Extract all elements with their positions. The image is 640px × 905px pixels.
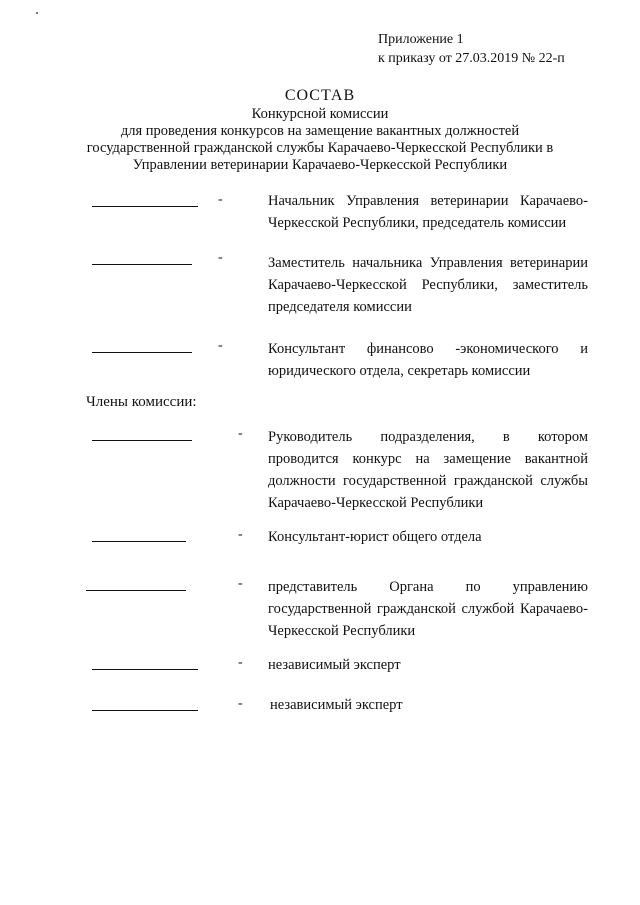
name-blank-line: [92, 541, 186, 542]
appendix-line-1: Приложение 1: [378, 32, 464, 47]
members-heading: Члены комиссии:: [86, 394, 197, 410]
entry-dash: -: [238, 696, 243, 711]
entry-dash: -: [218, 338, 223, 353]
name-blank-line: [92, 264, 192, 265]
scan-speck: [36, 12, 38, 14]
role-independent-expert: независимый эксперт: [268, 657, 401, 673]
subtitle-line-2: для проведения конкурсов на замещение вакантных должностей: [120, 123, 520, 139]
name-blank-line: [92, 206, 198, 207]
entry-dash: -: [218, 192, 223, 207]
subtitle-line-1: Конкурсной комиссии: [251, 106, 389, 122]
name-blank-line: [92, 352, 192, 353]
name-blank-line: [92, 669, 198, 670]
document-header: [40, 86, 600, 174]
name-blank-line: [86, 590, 186, 591]
name-blank-line: [92, 710, 198, 711]
subtitle-line-3: государственной гражданской службы Карачаево-Черкесской Республики в: [86, 140, 554, 156]
role-legal-consultant: Консультант-юрист общего отдела: [268, 529, 482, 545]
document-title: СОСТАВ: [284, 87, 356, 104]
appendix-line-2: к приказу от 27.03.2019 № 22-п: [378, 51, 565, 66]
appendix-note: [378, 30, 565, 68]
entry-dash: -: [218, 250, 223, 265]
entry-dash: -: [238, 527, 243, 542]
role-secretary: Консультант финансово -экономического и юридического отдела, секретарь комиссии: [268, 341, 588, 379]
role-deputy-chairman: Заместитель начальника Управления ветеринарии Карачаево-Черкесской Республики, заместитель председателя комиссии: [268, 255, 588, 315]
role-civil-service-representative: представитель Органа по управлению государственной гражданской службой Карачаево-Черкесской Республики: [268, 579, 588, 639]
subtitle-line-4: Управлении ветеринарии Карачаево-Черкесской Республики: [132, 157, 508, 173]
name-blank-line: [92, 440, 192, 441]
entry-dash: -: [238, 576, 243, 591]
entry-dash: -: [238, 426, 243, 441]
role-department-head: Руководитель подразделения, в котором проводится конкурс на замещение вакантной должности государственной гражданской службы Карачаево-Черкесской Республики: [268, 429, 588, 511]
entry-dash: -: [238, 655, 243, 670]
role-independent-expert: независимый эксперт: [270, 697, 403, 713]
role-chairman: Начальник Управления ветеринарии Карачаево-Черкесской Республики, председатель комиссии: [268, 193, 588, 231]
